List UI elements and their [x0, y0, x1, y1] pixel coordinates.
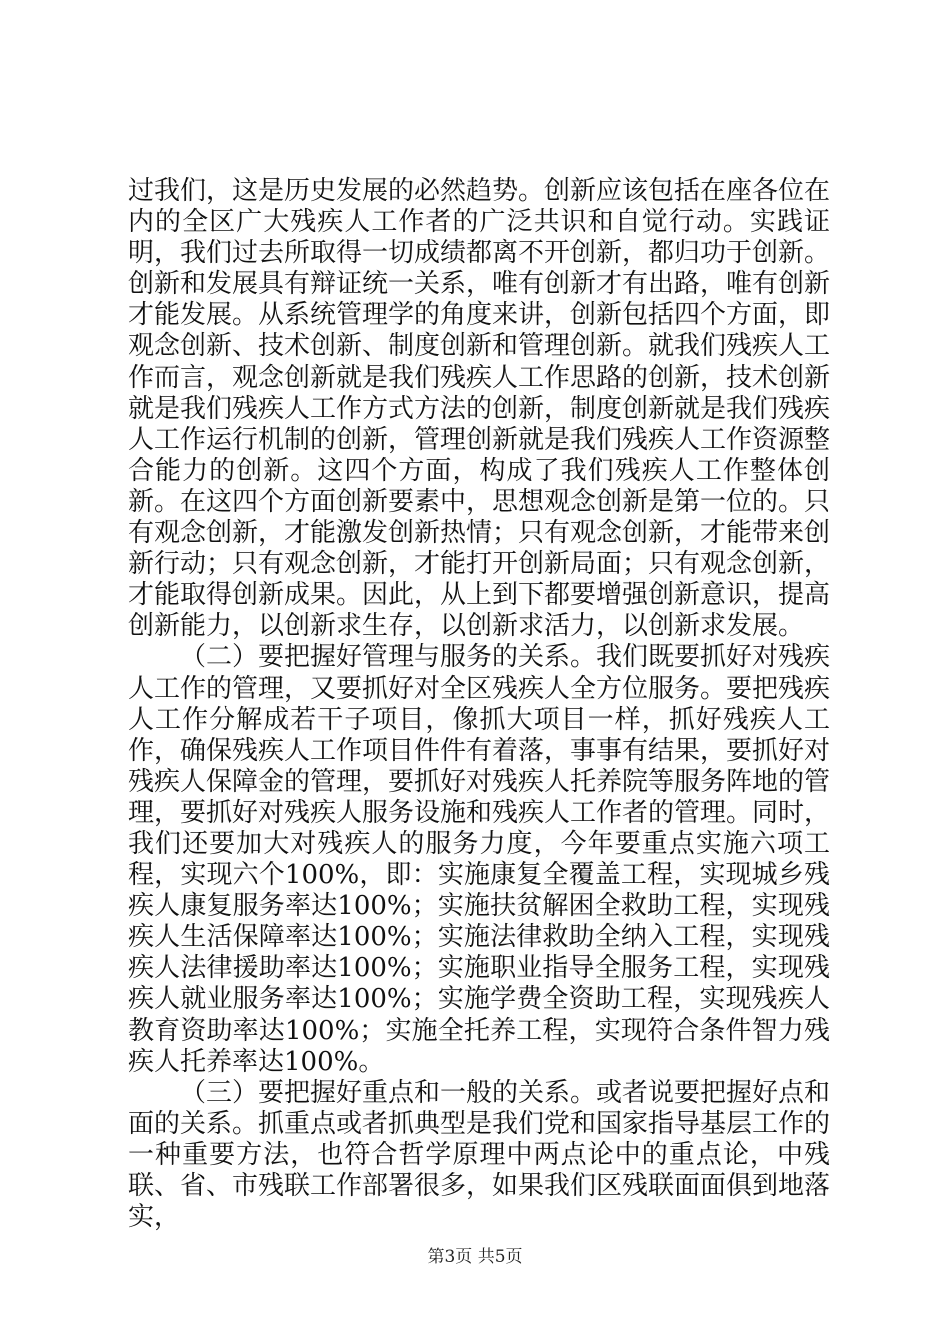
paragraph-continuation: 过我们，这是历史发展的必然趋势。创新应该包括在座各位在内的全区广大残疾人工作者的广泛共识和自觉行动。实践证明，我们过去所取得一切成绩都离不开创新，都归功于创新。创新和发展具有辩证统一关系，唯有创新才有出路，唯有创新才能发展。从系统管理学的角度来讲，创新包括四个方面，即观念创新、技术创新、制度创新和管理创新。就我们残疾人工作而言，观念创新就是我们残疾人工作思路的创新，技术创新就是我们残疾人工作方式方法的创新，制度创新就是我们残疾人工作运行机制的创新，管理创新就是我们残疾人工作资源整合能力的创新。这四个方面，构成了我们残疾人工作整体创新。在这四个方面创新要素中，思想观念创新是第一位的。只有观念创新，才能激发创新热情；只有观念创新，才能带来创新行动；只有观念创新，才能打开创新局面；只有观念创新，才能取得创新成果。因此，从上到下都要增强创新意识，提高创新能力，以创新求生存，以创新求活力，以创新求发展。: [128, 176, 831, 642]
paragraph-section-3: （三）要把握好重点和一般的关系。或者说要把握好点和面的关系。抓重点或者抓典型是我们党和国家指导基层工作的一种重要方法，也符合哲学原理中两点论中的重点论，中残联、省、市残联工作部署很多，如果我们区残联面面俱到地落实，: [128, 1077, 831, 1233]
paragraph-section-2: （二）要把握好管理与服务的关系。我们既要抓好对残疾人工作的管理，又要抓好对全区残疾人全方位服务。要把残疾人工作分解成若干子项目，像抓大项目一样，抓好残疾人工作，确保残疾人工作项目件件有着落，事事有结果，要抓好对残疾人保障金的管理，要抓好对残疾人托养院等服务阵地的管理，要抓好对残疾人服务设施和残疾人工作者的管理。同时，我们还要加大对残疾人的服务力度，今年要重点实施六项工程，实现六个100%，即：实施康复全覆盖工程，实现城乡残疾人康复服务率达100%；实施扶贫解困全救助工程，实现残疾人生活保障率达100%；实施法律救助全纳入工程，实现残疾人法律援助率达100%；实施职业指导全服务工程，实现残疾人就业服务率达100%；实施学费全资助工程，实现残疾人教育资助率达100%；实施全托养工程，实现符合条件智力残疾人托养率达100%。: [128, 642, 831, 1077]
document-body: [128, 176, 830, 1233]
page-footer: 第3页 共5页: [427, 1247, 523, 1267]
